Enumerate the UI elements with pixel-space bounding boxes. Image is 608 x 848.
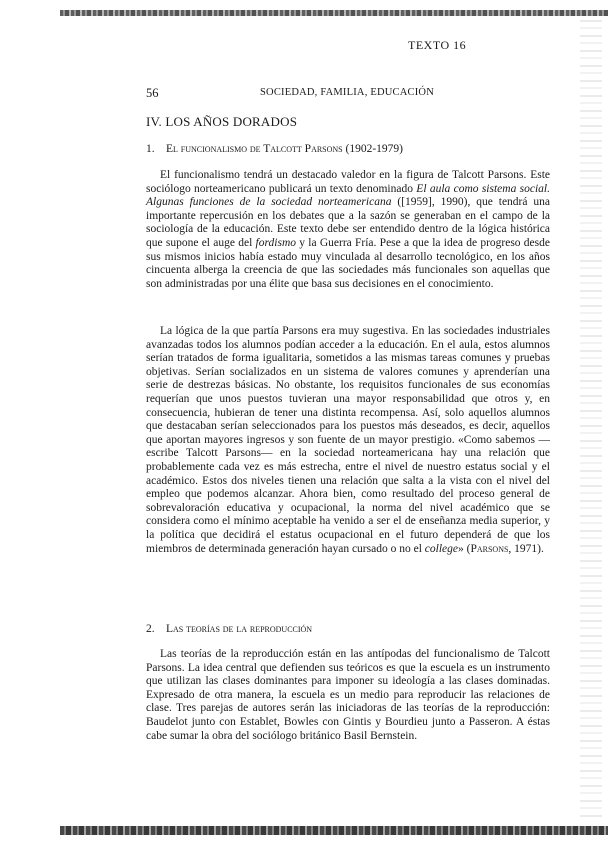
section-heading-funcionalismo: [146, 143, 403, 155]
scan-edge-bottom: [60, 826, 608, 835]
series-mark: TEXTO 16: [408, 38, 467, 52]
chapter-heading: IV. LOS AÑOS DORADOS: [146, 114, 298, 129]
paragraph-funcionalismo-2: La lógica de la que partía Parsons era muy sugestiva. En las sociedades industriales avanzadas todos los alumnos podían acceder a la educación. En el aula, estos alumnos serían tratados de forma igualitaria, sometidos a las mismas tareas comunes y pruebas objetivas. Serían socializados en un sistema de valores comunes y aprenderían una serie de destrezas básicas. No obstante, los requisitos funcionales de sus economías requerían que unos puestos tuvieran una mayor responsabilidad que otros y, en consecuencia, hubieran de tener una distinta recompensa. Así, solo aquellos alumnos que destacaban serían seleccionados para los puestos más deseados, es decir, aquellos que aportan mayores ingresos y son fuente de un mayor prestigio. «Como sabemos —escribe Talcott Parsons— en la sociedad norteamericana hay una relación que probablemente cada vez es más estrecha, entre el nivel de nuestro estatus social y el académico. Estos dos niveles tienen una relación que salta a la vista con el nivel del empleo que podemos alcanzar. Ahora bien, como resultado del proceso general de sobrevaloración educativa y ocupacional, la norma del nivel académico que se considera como el mínimo aceptable ha venido a ser el de enseñanza media superior, y la política que decidirá el estatus ocupacional en el futuro dependerá de que los miembros de determinada generación hayan cursado o no el college» (Parsons, 1971).: [146, 325, 550, 555]
running-head: SOCIEDAD, FAMILIA, EDUCACIÓN: [260, 87, 434, 98]
section-number: 1.: [146, 143, 155, 155]
section-title: El funcionalismo de Talcott Parsons: [166, 143, 343, 155]
section-number: 2.: [146, 623, 155, 635]
page-number: 56: [146, 86, 159, 100]
paragraph-reproduccion-1: Las teorías de la reproducción están en las antípodas del funcionalismo de Talcott Parsons. La idea central que defienden sus teóricos es que la escuela es un instrumento que utilizan las clases dominantes para imponer su ideología a las clases dominadas. Expresado de otra manera, la escuela es un medio para reproducir las relaciones de clase. Tres parejas de autores serán las iniciadoras de las teorías de la reproducción: Baudelot junto con Establet, Bowles con Gintis y Bourdieu junto a Passeron. A éstas cabe sumar la obra del sociólogo británico Basil Bernstein.: [146, 648, 550, 742]
scan-edge-top: [60, 10, 608, 16]
section-title: Las teorías de la reproducción: [166, 623, 313, 635]
section-heading-reproduccion: [146, 623, 312, 635]
section-years: (1902-1979): [342, 143, 404, 155]
paragraph-funcionalismo-1: El funcionalismo tendrá un destacado valedor en la figura de Talcott Parsons. Este sociólogo norteamericano publicará un texto denominado El aula como sistema social. Algunas funciones de la sociedad norteamericana ([1959], 1990), que tendrá una importante repercusión en los debates que a la sazón se generaban en el campo de la sociología de la educación. Este texto debe ser entendido dentro de la lógica histórica que supone el auge del fordismo y la Guerra Fría. Pese a que la idea de progreso desde sus mismos inicios había estado muy vinculada al desarrollo tecnológico, en los años cincuenta alberga la creencia de que las sociedades más funcionales son aquellas que son administradas por una élite que basa sus decisiones en el conocimiento.: [146, 169, 551, 290]
scan-edge-right: [580, 20, 602, 820]
